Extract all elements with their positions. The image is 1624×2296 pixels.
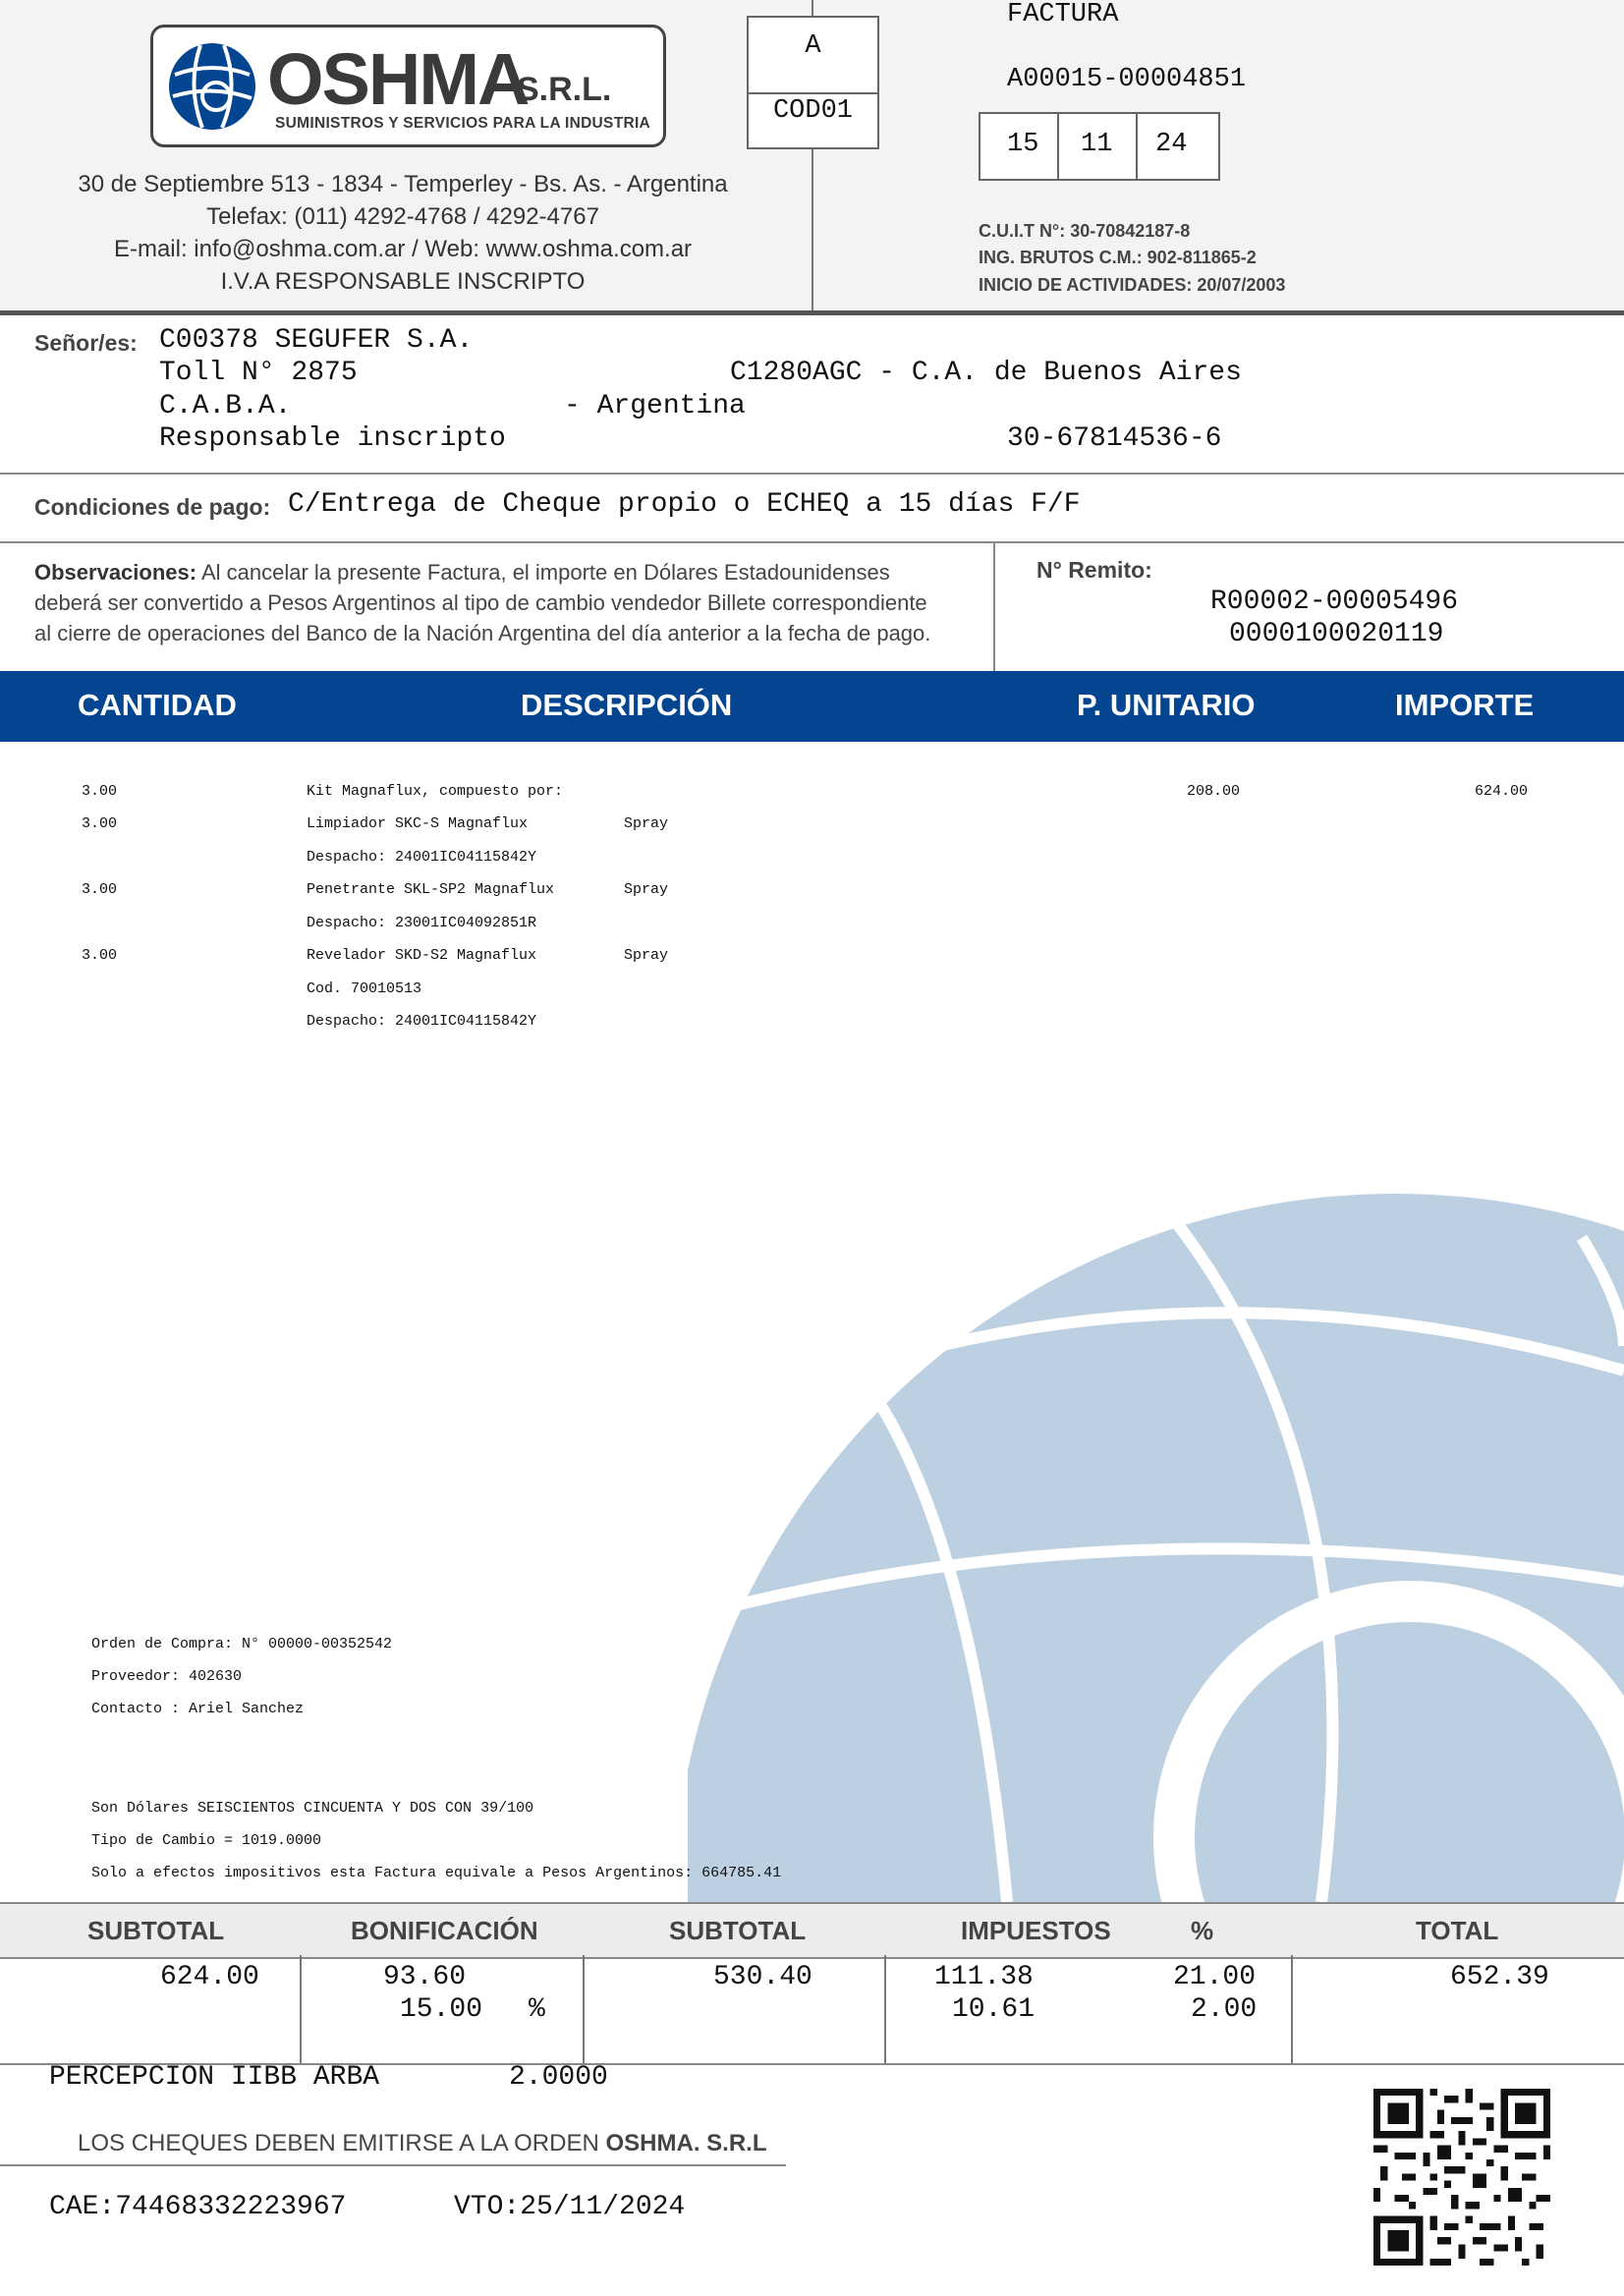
remito-code: 0000100020119 (1229, 619, 1444, 649)
item-extra: Spray (624, 815, 669, 832)
column-importe: IMPORTE (1395, 688, 1535, 722)
subtotal-value: 624.00 (160, 1962, 259, 1992)
payment-terms: C/Entrega de Cheque propio o ECHEQ a 15 días F/F (288, 489, 1081, 520)
total-value: 652.39 (1450, 1962, 1549, 1992)
brand-tagline: SUMINISTROS Y SERVICIOS PARA LA INDUSTRIA (275, 115, 651, 132)
column-cantidad: CANTIDAD (78, 688, 237, 722)
doc-type: FACTURA (1007, 0, 1119, 29)
item-amount: 624.00 (1475, 783, 1529, 800)
company-address: 30 de Septiembre 513 - 1834 - Temperley - Bs. As. - Argentina (78, 171, 728, 197)
client-cuit: 30-67814536-6 (1007, 423, 1222, 454)
date-month: 11 (1081, 130, 1113, 159)
watermark-globe-icon (688, 1189, 1624, 1902)
observations-label: Observaciones: (34, 560, 197, 585)
totals-total-label: TOTAL (1416, 1916, 1499, 1945)
brand-name: OSHMA (267, 38, 529, 120)
item-unit-price: 208.00 (1187, 783, 1241, 800)
item-description: Penetrante SKL-SP2 Magnaflux (307, 881, 555, 898)
supplier-number: Proveedor: 402630 (91, 1668, 243, 1685)
company-iva: I.V.A RESPONSABLE INSCRIPTO (220, 268, 586, 295)
qr-code-icon (1373, 2089, 1550, 2266)
company-inicio: INICIO DE ACTIVIDADES: 20/07/2003 (979, 275, 1286, 295)
tax-amount: 111.38 (934, 1962, 1034, 1992)
item-qty: 3.00 (82, 881, 118, 898)
item-description: Cod. 70010513 (307, 980, 422, 997)
invoice-letter: A (805, 31, 821, 61)
client-city: C.A.B.A. (159, 391, 292, 421)
invoice-code: COD01 (772, 96, 853, 126)
totals-subtotal-label: SUBTOTAL (87, 1916, 225, 1945)
observations-line: deberá ser convertido a Pesos Argentinos al tipo de cambio vendedor Billete correspondiente (34, 590, 927, 615)
checks-notice-text: LOS CHEQUES DEBEN EMITIRSE A LA ORDEN (78, 2130, 606, 2156)
payment-label: Condiciones de pago: (34, 494, 271, 520)
amount-in-words: Son Dólares SEISCIENTOS CINCUENTA Y DOS CON 39/100 (91, 1800, 534, 1817)
totals-percent-label: % (1191, 1916, 1214, 1945)
company-ing-brutos: ING. BRUTOS C.M.: 902-811865-2 (979, 248, 1257, 267)
company-email: E-mail: info@oshma.com.ar / Web: www.oshma.com.ar (113, 236, 693, 262)
cae-number: CAE:74468332223967 (49, 2192, 347, 2222)
totals-divider (300, 1955, 302, 2065)
percepcion-label: PERCEPCION IIBB ARBA (49, 2062, 380, 2093)
cae-expiry: VTO:25/11/2024 (454, 2192, 686, 2222)
totals-divider (884, 1955, 886, 2065)
client-name: C00378 SEGUFER S.A. (159, 325, 474, 356)
item-description: Despacho: 24001IC04115842Y (307, 849, 537, 866)
item-description: Despacho: 24001IC04115842Y (307, 1013, 537, 1030)
header-bottom-rule (0, 310, 1624, 315)
item-description: Limpiador SKC-S Magnaflux (307, 815, 529, 832)
item-qty: 3.00 (82, 947, 118, 964)
totals-impuestos-label: IMPUESTOS (961, 1916, 1111, 1945)
tax-percent: 21.00 (1173, 1962, 1257, 1992)
exchange-rate: Tipo de Cambio = 1019.0000 (91, 1832, 322, 1849)
globe-logo-icon (167, 41, 257, 132)
tax-amount: 10.61 (952, 1994, 1036, 2025)
column-descripcion: DESCRIPCIÓN (521, 688, 733, 722)
totals-divider (1291, 1955, 1293, 2065)
client-label: Señor/es: (34, 330, 138, 356)
checks-rule (0, 2164, 786, 2166)
pesos-equivalent: Solo a efectos impositivos esta Factura equivale a Pesos Argentinos: 664785.41 (91, 1865, 782, 1881)
bonification-amount: 93.60 (383, 1962, 467, 1992)
doc-number: A00015-00004851 (1007, 65, 1247, 94)
observations-line: al cierre de operaciones del Banco de la Nación Argentina del día anterior a la fecha de pago. (34, 621, 931, 645)
company-phone: Telefax: (011) 4292-4768 / 4292-4767 (206, 203, 599, 230)
item-qty: 3.00 (82, 783, 118, 800)
client-iva: Responsable inscripto (159, 423, 506, 454)
item-description: Kit Magnaflux, compuesto por: (307, 783, 564, 800)
subtotal2-value: 530.40 (713, 1962, 812, 1992)
divider (0, 473, 1624, 475)
client-country: - Argentina (564, 391, 746, 421)
item-extra: Spray (624, 947, 669, 964)
bonification-percent: 15.00 (400, 1994, 483, 2025)
contact-name: Contacto : Ariel Sanchez (91, 1701, 305, 1717)
observations-text (34, 557, 978, 648)
totals-header (0, 1902, 1624, 1959)
totals-bonificacion-label: BONIFICACIÓN (351, 1916, 538, 1945)
purchase-order: Orden de Compra: N° 00000-00352542 (91, 1636, 393, 1652)
bonification-percent-sign: % (529, 1994, 545, 2025)
client-postal: C1280AGC - C.A. de Buenos Aires (730, 358, 1242, 388)
item-extra: Spray (624, 881, 669, 898)
observations-line: Al cancelar la presente Factura, el importe en Dólares Estadounidenses (196, 560, 890, 585)
client-street: Toll N° 2875 (159, 358, 358, 388)
column-unitario: P. UNITARIO (1077, 688, 1256, 722)
remito-number: R00002-00005496 (1210, 587, 1459, 617)
checks-payee: OSHMA. S.R.L (605, 2130, 767, 2156)
observations-divider (993, 542, 995, 672)
column-header-bar (0, 671, 1624, 742)
divider (0, 541, 1624, 543)
checks-notice (78, 2130, 767, 2157)
tax-percent: 2.00 (1191, 1994, 1258, 2025)
company-cuit: C.U.I.T N°: 30-70842187-8 (979, 221, 1191, 241)
totals-divider (583, 1955, 585, 2065)
item-description: Despacho: 23001IC04092851R (307, 915, 537, 931)
remito-label: N° Remito: (1036, 557, 1152, 583)
item-qty: 3.00 (82, 815, 118, 832)
brand-suffix: S.R.L. (517, 71, 612, 108)
totals-subtotal2-label: SUBTOTAL (669, 1916, 807, 1945)
item-description: Revelador SKD-S2 Magnaflux (307, 947, 537, 964)
percepcion-value: 2.0000 (509, 2062, 608, 2093)
date-year: 24 (1155, 130, 1188, 159)
date-day: 15 (1007, 130, 1039, 159)
